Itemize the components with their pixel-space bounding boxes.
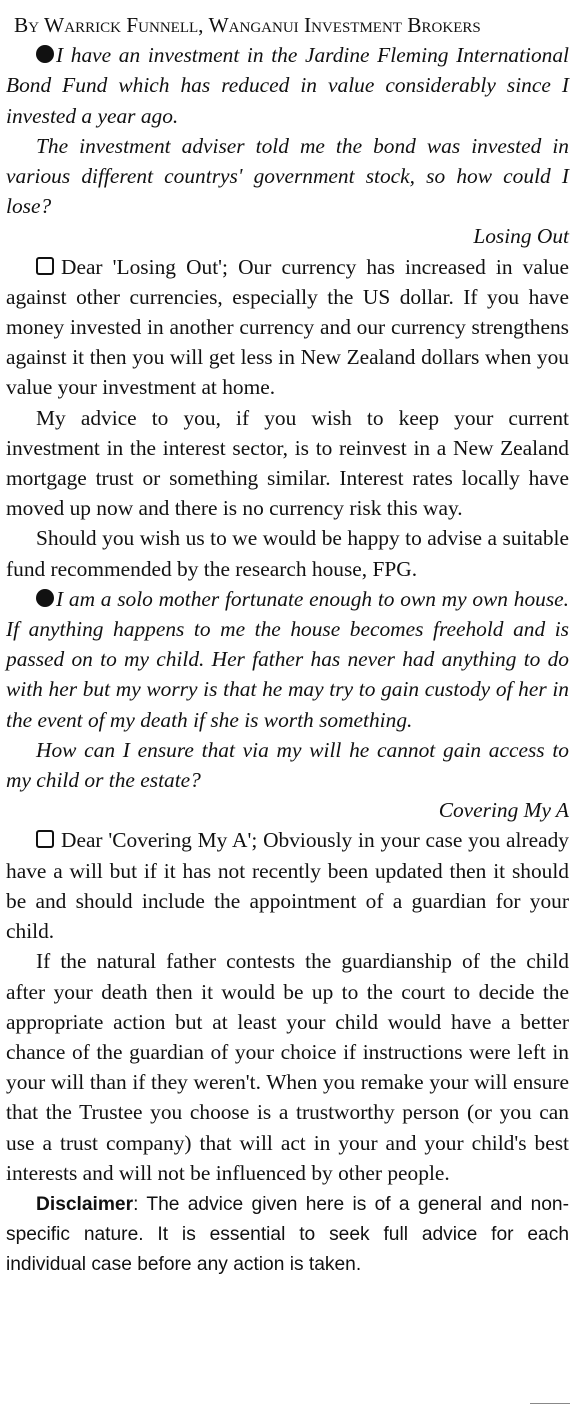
- letter2-question-2: How can I ensure that via my will he cannot gain access to my child or the estate?: [6, 737, 569, 793]
- letter1-question-1: I have an investment in the Jardine Fleming International Bond Fund which has reduced in value considerably since I invested a year ago.: [6, 43, 569, 128]
- letter2-question-1: I am a solo mother fortunate enough to own my own house. If anything happens to me the house becomes freehold and is passed on to my child. Her father has never had anything to do with her but my worry is that he may try to gain custody of her in the event of my death if she is worth something.: [6, 586, 569, 732]
- letter1-question-paragraph-2: [6, 131, 569, 222]
- letter1-answer-paragraph-2: [6, 403, 569, 524]
- disclaimer-text: : The advice given here is of a general and non-specific nature. It is essential to seek full advice for each individual case before any action is taken.: [6, 1193, 569, 1275]
- letter1-answer-paragraph-3: [6, 523, 569, 583]
- advice-column: [6, 10, 569, 1280]
- letter1-question-paragraph-1: [6, 40, 569, 131]
- footer-rule: [530, 1403, 570, 1404]
- byline-text: By Warrick Funnell, Wanganui Investment Brokers: [14, 13, 481, 37]
- filled-circle-bullet-icon: [36, 45, 54, 63]
- letter1-signoff: Losing Out: [473, 224, 569, 249]
- disclaimer-label: Disclaimer: [36, 1193, 134, 1215]
- letter1-question-2: The investment adviser told me the bond was invested in various different countrys' government stock, so how could I lose?: [6, 133, 569, 219]
- letter1-answer-3: Should you wish us to we would be happy to advise a suitable fund recommended by the research house, FPG.: [6, 526, 569, 581]
- letter2-answer-paragraph-1: [6, 825, 569, 946]
- letter2-answer-2: If the natural father contests the guardianship of the child after your death then it would be up to the court to decide the appropriate action but at least your child would have a better chance of the guardian of your choice if instructions were left in your will than if they weren't. When you remake your will ensure that the Trustee you choose is a trustworthy person (or you can use a trust company) that will act in your and your child's best interests and will not be influenced by other people.: [6, 949, 569, 1185]
- letter1-answer-1: Dear 'Losing Out'; Our currency has increased in value against other currencies, especially the US dollar. If you have money invested in another currency and our currency strengthens against it then you will get less in New Zealand dollars when you value your investment at home.: [6, 254, 569, 400]
- letter2-question-paragraph-2: [6, 735, 569, 795]
- filled-circle-bullet-icon: [36, 589, 54, 607]
- letter2-question-paragraph-1: [6, 584, 569, 735]
- letter2-answer-paragraph-2: [6, 946, 569, 1188]
- letter1-answer-paragraph-1: [6, 252, 569, 403]
- open-box-icon: [36, 257, 54, 275]
- byline: [6, 10, 569, 40]
- letter1-answer-2: My advice to you, if you wish to keep your current investment in the interest sector, is to reinvest in a New Zealand mortgage trust or something similar. Interest rates locally have moved up now and there is no currency risk this way.: [6, 405, 569, 521]
- disclaimer: [6, 1190, 569, 1280]
- letter2-signoff: Covering My A: [438, 798, 569, 823]
- letter2-answer-1: Dear 'Covering My A'; Obviously in your case you already have a will but if it has not recently been updated then it should be and should include the appointment of a guardian for your child.: [6, 828, 569, 944]
- open-box-icon: [36, 830, 54, 848]
